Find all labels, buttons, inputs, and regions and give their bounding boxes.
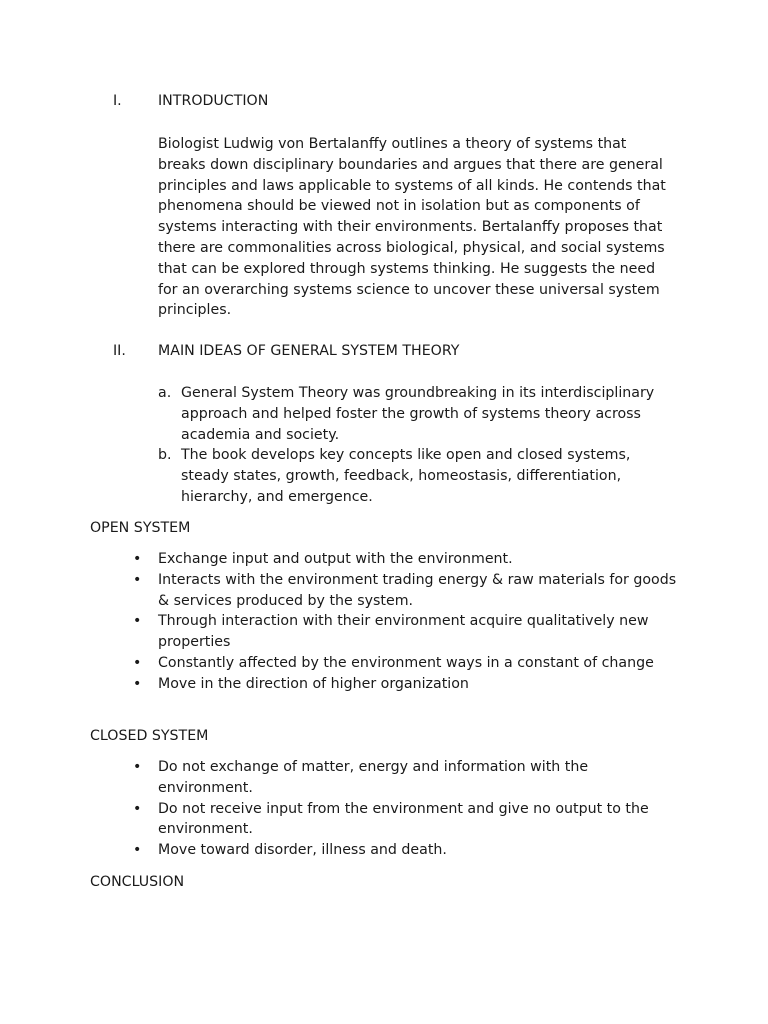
open-system-list	[133, 549, 678, 695]
list-item	[133, 549, 678, 570]
closed-system-list	[133, 757, 678, 861]
list-item-text: Do not receive input from the environment and give no output to the environment.	[158, 800, 649, 838]
introduction-paragraph: Biologist Ludwig von Bertalanffy outlines a theory of systems that breaks down disciplinary boundaries and argues that there are general principles and laws applicable to systems of all kinds. He contends that phenomena should be viewed not in isolation but as components of systems interacting with their environments. Bertalanffy proposes that there are commonalities across biological, physical, and social systems that can be explored through systems thinking. He suggests the need for an overarching systems science to uncover these universal system principles.	[158, 136, 666, 319]
section-number: II.	[113, 343, 126, 359]
bullet-icon: •	[133, 613, 142, 630]
list-item	[133, 840, 678, 861]
list-marker: b.	[158, 447, 172, 464]
conclusion-heading: CONCLUSION	[90, 874, 185, 890]
list-marker: a.	[158, 385, 172, 401]
closed-system-heading: CLOSED SYSTEM	[90, 728, 209, 744]
section-title: INTRODUCTION	[158, 93, 269, 109]
list-item	[133, 799, 678, 841]
list-item-text: Move in the direction of higher organization	[158, 675, 469, 692]
list-item	[158, 383, 678, 445]
list-item	[133, 653, 678, 674]
list-item	[133, 757, 678, 799]
bullet-icon: •	[133, 654, 142, 671]
main-ideas-list	[158, 383, 678, 508]
list-item-text: Do not exchange of matter, energy and information with the environment.	[158, 759, 589, 796]
list-item-text: Move toward disorder, illness and death.	[158, 842, 447, 859]
list-item-text: Exchange input and output with the environment.	[158, 551, 513, 567]
section-number: I.	[113, 93, 122, 109]
list-item-text: The book develops key concepts like open and closed systems, steady states, growth, feedback, homeostasis, differentiation, hierarchy, and emergence.	[181, 447, 631, 505]
open-system-heading: OPEN SYSTEM	[90, 520, 191, 536]
list-item-text: General System Theory was groundbreaking in its interdisciplinary approach and helped foster the growth of systems theory across academia and society.	[181, 385, 655, 443]
bullet-icon: •	[133, 551, 142, 567]
list-item-text: Through interaction with their environment acquire qualitatively new properties	[158, 613, 649, 651]
list-item	[158, 445, 678, 507]
list-item-text: Constantly affected by the environment ways in a constant of change	[158, 654, 654, 671]
list-item	[133, 674, 678, 695]
list-item	[133, 570, 678, 612]
bullet-icon: •	[133, 759, 142, 775]
bullet-icon: •	[133, 571, 142, 588]
bullet-icon: •	[133, 800, 142, 817]
bullet-icon: •	[133, 842, 142, 859]
list-item-text: Interacts with the environment trading energy & raw materials for goods & services produced by the system.	[158, 571, 677, 609]
list-item	[133, 611, 678, 653]
section-title: MAIN IDEAS OF GENERAL SYSTEM THEORY	[158, 343, 460, 359]
bullet-icon: •	[133, 675, 142, 692]
